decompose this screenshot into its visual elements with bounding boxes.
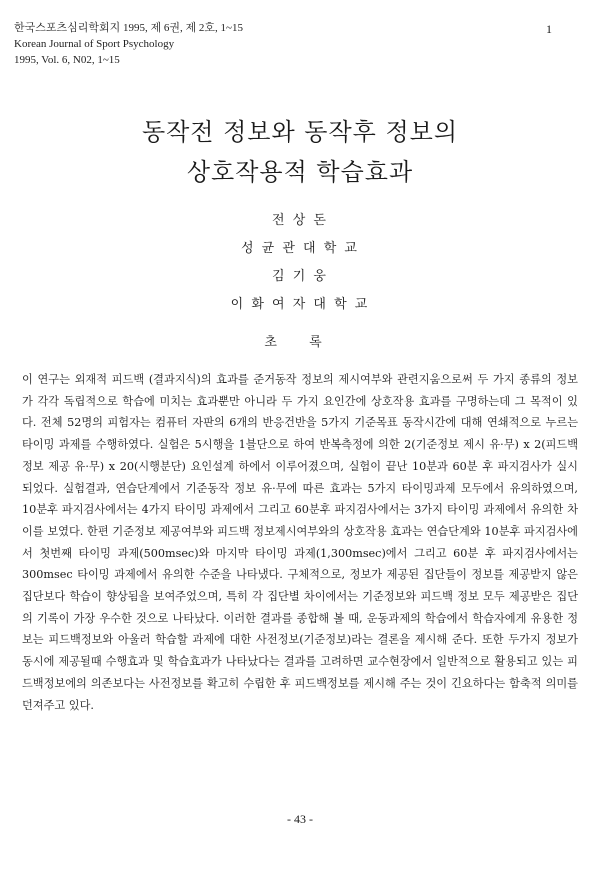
abstract-line: 던져주고 있다. — [22, 698, 94, 712]
abstract-line: 이 연구는 외재적 피드백 (결과지식)의 효과를 준거동작 정보의 제시여부와 관련지움으로써 두 가지 종류의 정보 — [22, 373, 578, 386]
abstract-line: 동시에 제공될때 수행효과 및 학습효과가 나타났다는 결과를 고려하면 교수현장에서 일반적으로 활용되고 있는 피 — [22, 655, 578, 669]
author-name-1: 전 상 돈 — [272, 213, 328, 228]
page-number-footer: - 43 - — [287, 812, 313, 826]
abstract-line: 집단보다 학습이 향상됨을 보여주었으며, 특히 각 집단별 차이에서는 기준정보와 피드백 정보 모두 제공받은 집단 — [22, 590, 578, 604]
abstract-body — [22, 369, 578, 716]
paper-title — [0, 112, 600, 192]
journal-header — [14, 20, 243, 68]
abstract-line: 정보 제공 유·무) x 20(시행분단) 요인설계 하에서 이루어졌으며, 실험이 끝난 10분과 60분 후 파지검사가 실시 — [22, 459, 578, 473]
author-affiliation-2: 이 화 여 자 대 학 교 — [230, 297, 370, 312]
abstract-line: 되었다. 실험결과, 연습단계에서 기준동작 정보 유·무에 따른 효과는 5가지 타이밍과제 모두에서 유의하였으며, — [22, 481, 578, 495]
abstract-line: 보는 피드백정보와 아울러 학습할 과제에 대한 사전정보(기준정보)라는 결론을 제시해 준다. 또한 두가지 정보가 — [22, 633, 578, 647]
author-block — [0, 207, 600, 319]
author-affiliation-1: 성 균 관 대 학 교 — [240, 241, 359, 256]
journal-header-korean: 한국스포츠심리학회지 1995, 제 6권, 제 2호, 1~15 — [14, 22, 243, 34]
abstract-line: 의 기록이 가장 우수한 것으로 나타났다. 이러한 결과를 종합해 볼 때, 운동과제의 학습에서 학습자에게 유용한 정 — [22, 611, 578, 625]
abstract-line: 다. 전체 52명의 피험자는 컴퓨터 자판의 6개의 반응건반을 5가지 기준목표 동작시간에 대해 연쇄적으로 누르는 — [22, 416, 578, 430]
abstract-heading: 초 록 — [264, 335, 336, 350]
paper-title-line-2: 상호작용적 학습효과 — [186, 158, 414, 186]
journal-header-volume: 1995, Vol. 6, N02, 1~15 — [14, 54, 120, 66]
abstract-line: 타이밍 과제를 수행하였다. 실험은 5시행을 1블단으로 하여 반복측정에 의한 2(기준정보 제시 유·무) x 2(피드백 — [22, 438, 578, 452]
journal-header-english: Korean Journal of Sport Psychology — [14, 38, 175, 50]
abstract-line: 10분후 파지검사에서는 4가지 타이밍 과제에서 그리고 60분후 파지검사에서는 3가지 타이밍 과제에서 유의한 차 — [22, 503, 578, 517]
page-number-top: 1 — [546, 22, 552, 36]
abstract-line: 가 각각 독립적으로 학습에 미치는 효과뿐만 아니라 두 가지 요인간에 상호작용 효과를 구명하는데 그 목적이 있 — [22, 394, 578, 408]
paper-title-line-1: 동작전 정보와 동작후 정보의 — [141, 118, 459, 146]
abstract-line: 이를 보였다. 한편 기준정보 제공여부와 피드백 정보제시여부와의 상호작용 효과는 연습단계와 10분후 파지검사에 — [22, 524, 578, 538]
abstract-line: 드백정보에의 의존보다는 사전정보를 확고히 수립한 후 피드백정보를 제시해 주는 것이 긴요하다는 함축적 의미를 — [22, 676, 578, 690]
abstract-line: 서 첫번째 타이밍 과제(500msec)와 마지막 타이밍 과제(1,300msec)에서 그리고 60분 후 파지검사에서는 — [22, 546, 578, 560]
author-name-2: 김 기 웅 — [272, 269, 328, 284]
abstract-line: 300msec 타이밍 과제에서 유의한 수준을 나타냈다. 구체적으로, 정보가 제공된 집단들이 정보를 제공받지 않은 — [22, 568, 578, 582]
